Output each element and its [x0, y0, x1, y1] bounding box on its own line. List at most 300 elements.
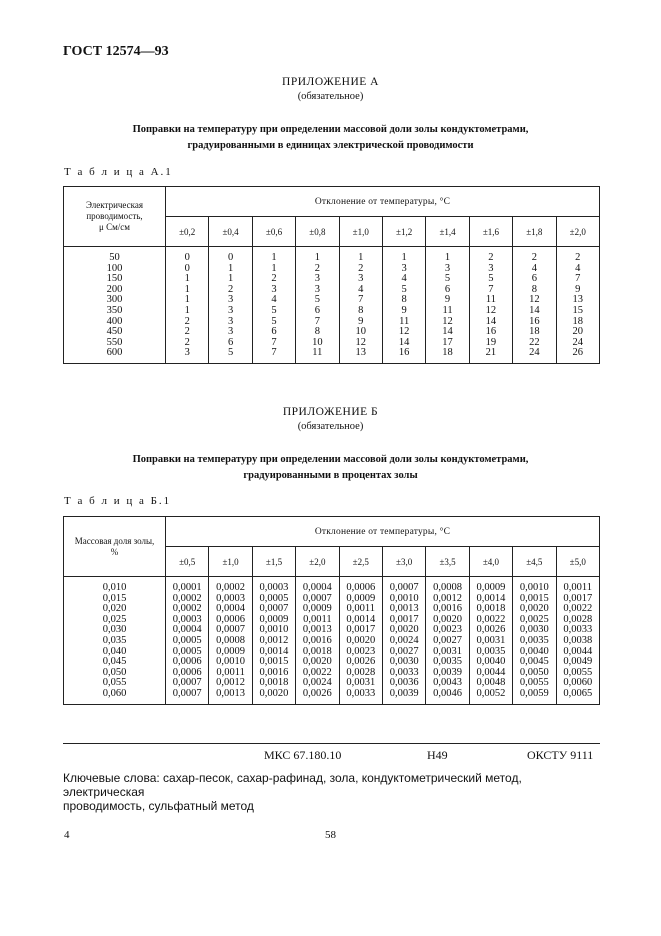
table-cell: 3: [488, 262, 494, 274]
table-cell: 0,0044: [476, 666, 506, 678]
keywords: [63, 771, 603, 813]
tablea-data-column: [209, 247, 252, 364]
table-cell: 0,0014: [259, 645, 289, 657]
table-cell: 2: [227, 283, 234, 295]
table-cell: 12: [442, 315, 453, 327]
tableb-column-header: ±0,5: [166, 547, 209, 577]
tablea-column-header: ±0,8: [296, 217, 339, 247]
table-cell: 0,055: [102, 677, 127, 689]
table-cell: 1: [227, 262, 234, 274]
table-cell: 3: [314, 273, 320, 285]
table-cell: 1: [271, 252, 277, 263]
table-cell: 0,0013: [389, 603, 419, 615]
table-cell: 13: [355, 347, 366, 359]
tableb-data-column: [252, 577, 295, 705]
table-cell: 0,0012: [259, 634, 289, 646]
table-cell: 0,0038: [563, 634, 593, 646]
table-cell: 0,0001: [172, 582, 202, 593]
table-cell: 0,0004: [216, 603, 246, 615]
table-cell: 0,0017: [389, 613, 419, 625]
tablea-column-header: ±0,6: [252, 217, 295, 247]
tablea-data-column: [296, 247, 339, 364]
table-cell: 0,045: [102, 656, 127, 668]
table-cell: 3: [314, 283, 320, 295]
table-cell: 0,0015: [519, 592, 549, 604]
tableb-column-header: ±5,0: [556, 547, 599, 577]
table-cell: 9: [444, 294, 451, 306]
table-cell: 0,0039: [389, 687, 419, 699]
table-cell: 0,0020: [519, 603, 549, 615]
table-cell: 0,0009: [346, 592, 376, 604]
table-cell: 11: [442, 304, 453, 316]
table-cell: 0,0007: [389, 582, 419, 593]
table-a1-row-header-line: μ См/см: [99, 222, 130, 232]
table-cell: 14: [398, 336, 410, 348]
tableb-column-header: ±2,5: [339, 547, 382, 577]
table-cell: 5: [271, 304, 277, 316]
table-cell: 0,0013: [216, 687, 246, 699]
table-cell: 4: [575, 262, 581, 274]
table-cell: 1: [358, 252, 364, 263]
table-cell: 0,015: [102, 592, 127, 604]
table-cell: 0,0018: [302, 645, 332, 657]
table-cell: 0,0040: [519, 645, 549, 657]
table-cell: 1: [444, 252, 451, 263]
table-cell: 5: [488, 273, 494, 285]
table-cell: 12: [529, 294, 540, 306]
table-cell: 0,0033: [346, 687, 376, 699]
group-code: Н49: [427, 748, 448, 762]
table-cell: 0: [184, 262, 190, 274]
table-cell: 0,0020: [433, 613, 462, 625]
table-cell: 0,0015: [259, 656, 289, 668]
table-cell: 0,0036: [389, 677, 419, 689]
table-cell: 7: [271, 347, 277, 359]
table-cell: 2: [184, 315, 190, 327]
table-cell: 16: [529, 315, 540, 327]
table-cell: 1: [184, 283, 190, 295]
table-a1-group-header: Отклонение от температуры, °С: [166, 187, 600, 217]
table-cell: 0,0007: [216, 624, 246, 636]
table-cell: 0,0022: [563, 603, 593, 615]
table-cell: 5: [227, 347, 234, 359]
table-cell: 0,0024: [302, 677, 332, 689]
table-cell: 0,0009: [476, 582, 506, 593]
tableb-column-header: ±1,0: [209, 547, 252, 577]
table-b1-caption: Т а б л и ц а Б.1: [64, 495, 172, 507]
table-cell: 7: [271, 336, 277, 348]
table-cell: 0,0046: [433, 687, 462, 699]
table-cell: 0,0048: [476, 677, 506, 689]
table-cell: 3: [227, 315, 234, 327]
table-a1-caption: Т а б л и ц а А.1: [64, 166, 173, 178]
mks-code: МКС 67.180.10: [264, 748, 342, 762]
table-cell: 150: [106, 273, 123, 285]
table-cell: 4: [401, 273, 407, 285]
table-cell: 8: [401, 294, 407, 306]
tableb-column-header: ±4,5: [513, 547, 556, 577]
table-cell: 7: [488, 283, 494, 295]
appendix-a-description-line-2: градуированными в единицах электрической проводимости: [187, 140, 474, 151]
table-cell: 4: [358, 283, 364, 295]
table-cell: 0,0059: [519, 687, 549, 699]
table-cell: 0,0012: [433, 592, 462, 604]
table-cell: 18: [442, 347, 453, 359]
table-cell: 18: [529, 326, 540, 338]
table-cell: 3: [358, 273, 364, 285]
table-cell: 0,0027: [433, 634, 462, 646]
table-cell: 14: [442, 326, 453, 338]
table-cell: 600: [106, 347, 123, 359]
table-cell: 0,0007: [302, 592, 332, 604]
table-cell: 2: [184, 336, 190, 348]
table-cell: 1: [184, 304, 190, 316]
table-cell: 7: [575, 273, 581, 285]
table-cell: 18: [572, 315, 583, 327]
tableb-data-column: [382, 577, 425, 705]
table-cell: 0,0027: [389, 645, 419, 657]
table-cell: 0,0025: [519, 613, 549, 625]
table-cell: 16: [398, 347, 410, 359]
appendix-b-title: ПРИЛОЖЕНИЕ Б: [282, 406, 379, 418]
table-cell: 2: [575, 252, 581, 263]
tablea-data-column: [382, 247, 425, 364]
table-cell: 3: [227, 294, 234, 306]
table-cell: 0,0020: [389, 624, 419, 636]
table-cell: 3: [401, 262, 407, 274]
table-cell: 400: [106, 315, 123, 327]
table-cell: 0,0005: [172, 634, 202, 646]
table-cell: 550: [106, 336, 123, 348]
tablea-data-column: [469, 247, 512, 364]
table-cell: 14: [485, 315, 497, 327]
table-cell: 0,0060: [563, 677, 593, 689]
tablea-data-column: [426, 247, 469, 364]
table-cell: 8: [314, 326, 320, 338]
table-cell: 0,0028: [563, 613, 593, 625]
table-cell: 0,0055: [519, 677, 549, 689]
appendix-b-description-line-2: градуированными в процентах золы: [243, 470, 418, 481]
table-b1-row-header-line: %: [110, 546, 119, 557]
table-cell: 0,0033: [563, 624, 593, 636]
table-cell: 0,0014: [476, 592, 506, 604]
table-cell: 0,0009: [259, 613, 289, 625]
table-b1-row-header: [64, 517, 166, 577]
table-cell: 0,0007: [259, 603, 289, 615]
table-cell: 2: [184, 326, 190, 338]
table-cell: 22: [529, 336, 540, 348]
table-cell: 0: [227, 252, 234, 263]
table-cell: 0,035: [102, 634, 127, 646]
tableb-column-header: ±2,0: [296, 547, 339, 577]
table-cell: 0,0010: [519, 582, 549, 593]
table-cell: 10: [355, 326, 366, 338]
tablea-data-column: [339, 247, 382, 364]
table-cell: 1: [271, 262, 277, 274]
table-cell: 0,0049: [563, 656, 593, 668]
table-cell: 7: [314, 315, 320, 327]
table-cell: 6: [271, 326, 277, 338]
table-cell: 0,0018: [476, 603, 506, 615]
appendix-a-title: ПРИЛОЖЕНИЕ А: [282, 76, 379, 88]
table-cell: 24: [529, 347, 540, 359]
table-cell: 21: [485, 347, 497, 359]
table-cell: 0,0013: [302, 624, 332, 636]
table-cell: 0,020: [102, 603, 127, 615]
table-cell: 3: [271, 283, 277, 295]
table-cell: 13: [572, 294, 583, 306]
appendix-a-description: [0, 122, 661, 154]
table-cell: 4: [531, 262, 537, 274]
table-cell: 12: [355, 336, 366, 348]
table-cell: 26: [572, 347, 583, 359]
table-cell: 6: [314, 304, 320, 316]
table-cell: 15: [572, 304, 583, 316]
table-cell: 12: [485, 304, 497, 316]
table-cell: 0,0052: [476, 687, 506, 699]
table-cell: 17: [442, 336, 453, 348]
table-cell: 0,0003: [216, 592, 246, 604]
table-cell: 1: [401, 252, 407, 263]
page-number-left: 4: [64, 829, 70, 841]
table-cell: 3: [184, 347, 190, 359]
tableb-data-column: [296, 577, 339, 705]
table-cell: 0,040: [102, 645, 127, 657]
table-cell: 0,0028: [346, 666, 376, 678]
table-cell: 5: [271, 315, 277, 327]
appendix-a-status: (обязательное): [297, 91, 364, 102]
table-cell: 0,0030: [519, 624, 549, 636]
table-a1-row-header-line: проводимость,: [86, 211, 143, 221]
table-cell: 0,0044: [563, 645, 593, 657]
table-cell: 9: [401, 304, 407, 316]
table-cell: 2: [358, 262, 364, 274]
table-cell: 2: [488, 252, 494, 263]
table-a1-row-header-line: Электрическая: [85, 200, 144, 210]
table-cell: 7: [358, 294, 364, 306]
table-cell: 11: [485, 294, 496, 306]
table-cell: 0,0024: [389, 634, 419, 646]
table-cell: 0,0050: [519, 666, 549, 678]
table-cell: 0,0039: [433, 666, 462, 678]
table-cell: 0,0040: [476, 656, 506, 668]
table-cell: 0,0008: [433, 582, 462, 593]
table-cell: 0,0020: [302, 656, 332, 668]
table-cell: 0,0026: [476, 624, 506, 636]
table-cell: 300: [106, 294, 123, 306]
table-cell: 200: [106, 283, 123, 295]
table-cell: 0,060: [102, 687, 127, 699]
tableb-data-column: [339, 577, 382, 705]
keywords-line-2: проводимость, сульфатный метод: [63, 799, 254, 813]
table-cell: 4: [271, 294, 277, 306]
table-cell: 0,0003: [172, 613, 202, 625]
table-cell: 0,0020: [259, 687, 289, 699]
table-cell: 0,0026: [346, 656, 376, 668]
table-cell: 0,0016: [259, 666, 289, 678]
table-cell: 0,0004: [172, 624, 202, 636]
table-cell: 0,0035: [519, 634, 549, 646]
table-cell: 0,0010: [389, 592, 419, 604]
tablea-data-column: [556, 247, 599, 364]
table-cell: 0,0045: [519, 656, 549, 668]
keywords-line-1: Ключевые слова: сахар-песок, сахар-рафинад, зола, кондуктометрический метод, электрическая: [63, 771, 522, 799]
tablea-column-header: ±0,4: [209, 217, 252, 247]
table-cell: 0,0010: [216, 656, 246, 668]
table-cell: 0,0020: [346, 634, 376, 646]
table-cell: 0,010: [102, 582, 127, 593]
tableb-column-header: ±1,5: [252, 547, 295, 577]
table-cell: 12: [398, 326, 410, 338]
table-cell: 0,0017: [346, 624, 376, 636]
tablea-column-header: ±1,6: [469, 217, 512, 247]
table-cell: 10: [312, 336, 323, 348]
table-cell: 8: [358, 304, 364, 316]
table-cell: 0,0016: [433, 603, 462, 615]
table-cell: 3: [227, 326, 234, 338]
tableb-column-header: ±4,0: [469, 547, 512, 577]
table-cell: 0,0065: [563, 687, 593, 699]
table-cell: 0,0011: [563, 582, 592, 593]
table-cell: 3: [444, 262, 451, 274]
table-cell: 3: [227, 304, 234, 316]
table-cell: 0,0002: [172, 592, 202, 604]
table-cell: 1: [184, 294, 190, 306]
table-cell: 0,0022: [302, 666, 332, 678]
table-cell: 0,0003: [259, 582, 289, 593]
table-cell: 0,0018: [259, 677, 289, 689]
table-cell: 0,0026: [302, 687, 332, 699]
table-cell: 1: [227, 273, 234, 285]
table-cell: 9: [575, 283, 581, 295]
table-cell: 19: [485, 336, 497, 348]
tablea-column-header: ±1,0: [339, 217, 382, 247]
tableb-data-column: [513, 577, 556, 705]
table-cell: 0,050: [102, 666, 127, 678]
table-cell: 0,0007: [172, 687, 202, 699]
tablea-data-column: [513, 247, 556, 364]
footer-rule: [63, 743, 600, 744]
table-cell: 0,0031: [433, 645, 462, 657]
table-cell: 20: [572, 326, 583, 338]
table-cell: 24: [572, 336, 583, 348]
appendix-b-description-line-1: Поправки на температуру при определении массовой доли золы кондуктометрами,: [132, 454, 529, 465]
table-cell: 2: [314, 262, 320, 274]
table-cell: 0,0006: [346, 582, 376, 593]
table-b1-row-header-line: Массовая доля золы,: [74, 535, 155, 546]
table-cell: 8: [531, 283, 537, 295]
table-cell: 9: [358, 315, 364, 327]
table-cell: 0,0011: [303, 613, 332, 625]
table-cell: 2: [531, 252, 537, 263]
table-cell: 1: [314, 252, 320, 263]
table-cell: 6: [531, 273, 537, 285]
appendix-a-description-line-1: Поправки на температуру при определении массовой доли золы кондуктометрами,: [132, 124, 529, 135]
table-b1-group-header: Отклонение от температуры, °С: [166, 517, 600, 547]
table-cell: 0,0043: [433, 677, 462, 689]
table-cell: 0,0005: [259, 592, 289, 604]
table-a1: [63, 186, 600, 364]
table-a1-row-header: [64, 187, 166, 247]
table-cell: 0,025: [102, 613, 127, 625]
table-cell: 0,0031: [476, 634, 506, 646]
okstu-code: ОКСТУ 9111: [527, 748, 594, 762]
tablea-data-column: [252, 247, 295, 364]
table-cell: 0,0009: [302, 603, 332, 615]
table-cell: 100: [106, 262, 123, 274]
table-cell: 16: [485, 326, 497, 338]
table-cell: 0,0023: [433, 624, 462, 636]
table-cell: 5: [314, 294, 320, 306]
table-cell: 0,0011: [216, 666, 245, 678]
table-cell: 1: [184, 273, 190, 285]
tableb-data-column: [209, 577, 252, 705]
tableb-data-column: [469, 577, 512, 705]
table-cell: 5: [401, 283, 407, 295]
tablea-column-header: ±1,2: [382, 217, 425, 247]
table-cell: 6: [444, 283, 451, 295]
table-cell: 0,0035: [476, 645, 506, 657]
table-cell: 0,0030: [389, 656, 419, 668]
table-cell: 0,0022: [476, 613, 506, 625]
appendix-b-status: (обязательное): [297, 421, 364, 432]
table-cell: 0,0012: [216, 677, 246, 689]
table-cell: 0,0008: [216, 634, 246, 646]
table-cell: 0,0011: [346, 603, 375, 615]
table-cell: 0,0007: [172, 677, 202, 689]
tableb-data-column: [426, 577, 469, 705]
table-cell: 11: [312, 347, 323, 359]
tablea-column-header: ±0,2: [166, 217, 209, 247]
table-cell: 0,0005: [172, 645, 202, 657]
table-cell: 0,0055: [563, 666, 593, 678]
table-b1: [63, 516, 600, 705]
table-cell: 0,0016: [302, 634, 332, 646]
table-cell: 0,030: [102, 624, 127, 636]
table-cell: 11: [399, 315, 410, 327]
tablea-column-header: ±1,4: [426, 217, 469, 247]
tablea-data-column: [64, 247, 166, 364]
table-cell: 450: [106, 326, 123, 338]
table-cell: 0,0033: [389, 666, 419, 678]
table-cell: 0,0002: [172, 603, 202, 615]
table-cell: 0,0002: [216, 582, 246, 593]
tableb-data-column: [64, 577, 166, 705]
table-cell: 0: [184, 252, 190, 263]
appendix-b-description: [0, 452, 661, 484]
table-cell: 0,0006: [172, 666, 202, 678]
table-cell: 350: [106, 304, 123, 316]
tablea-column-header: ±2,0: [556, 217, 599, 247]
standard-header: ГОСТ 12574—93: [63, 44, 169, 59]
table-cell: 0,0009: [216, 645, 246, 657]
tableb-data-column: [556, 577, 599, 705]
table-cell: 5: [444, 273, 451, 285]
tableb-column-header: ±3,0: [382, 547, 425, 577]
table-cell: 0,0035: [433, 656, 462, 668]
tableb-column-header: ±3,5: [426, 547, 469, 577]
tablea-data-column: [166, 247, 209, 364]
table-cell: 0,0010: [259, 624, 289, 636]
tablea-column-header: ±1,8: [513, 217, 556, 247]
table-cell: 0,0014: [346, 613, 376, 625]
table-cell: 0,0031: [346, 677, 376, 689]
table-cell: 0,0004: [302, 582, 332, 593]
table-cell: 0,0023: [346, 645, 376, 657]
tableb-data-column: [166, 577, 209, 705]
table-cell: 0,0017: [563, 592, 593, 604]
table-cell: 50: [109, 252, 120, 263]
